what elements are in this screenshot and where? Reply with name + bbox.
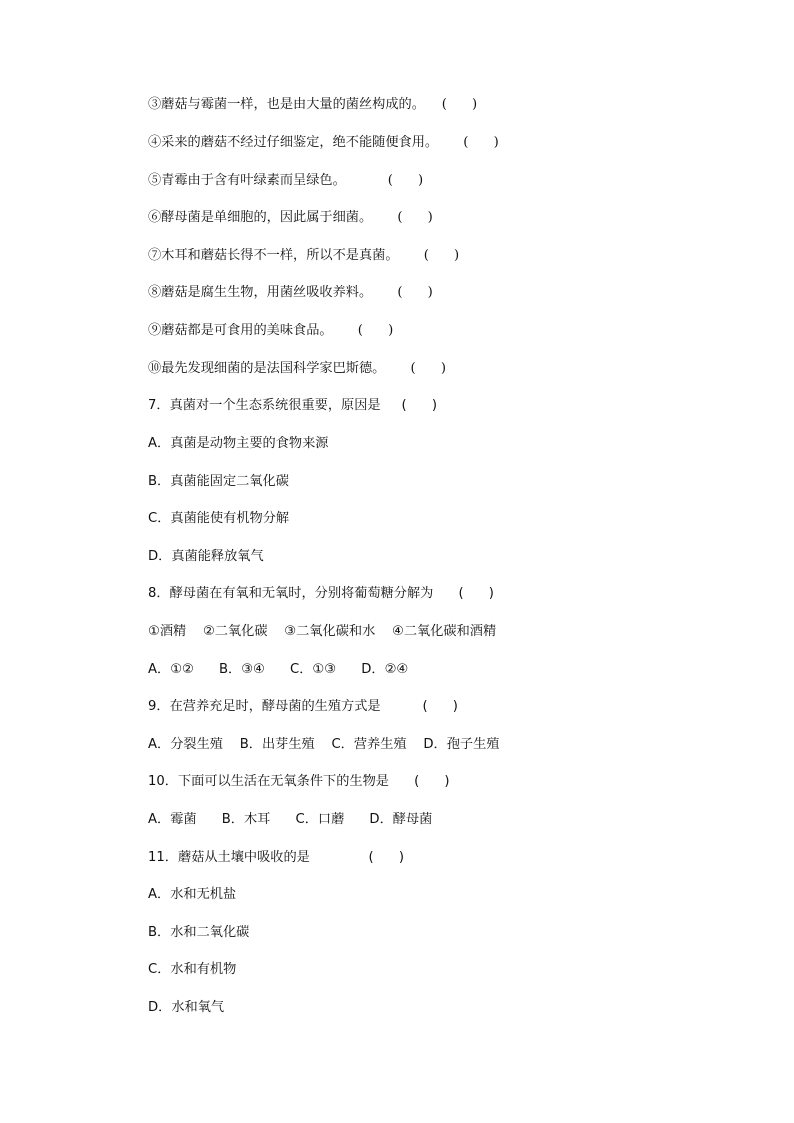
statement-5: ⑤青霉由于含有叶绿素而呈绿色。 ( ) [148,173,424,188]
question-7-option-d: D．真菌能释放氧气 [148,549,264,564]
question-11-option-a: A．水和无机盐 [148,887,237,902]
statement-9: ⑨蘑菇都是可食用的美味食品。 ( ) [148,323,394,338]
document-page [148,0,748,1123]
question-7-option-c: C．真菌能使有机物分解 [148,511,290,526]
statement-4: ④采来的蘑菇不经过仔细鉴定，绝不能随便食用。 ( ) [148,135,499,150]
statement-6: ⑥酵母菌是单细胞的，因此属于细菌。 ( ) [148,210,433,225]
question-11-option-d: D．水和氧气 [148,1000,225,1015]
statement-7: ⑦木耳和蘑菇长得不一样，所以不是真菌。 ( ) [148,248,460,263]
question-8-options: A．①② B．③④ C．①③ D．②④ [148,662,409,677]
statement-8: ⑧蘑菇是腐生生物，用菌丝吸收养料。 ( ) [148,285,433,300]
statement-3: ③蘑菇与霉菌一样，也是由大量的菌丝构成的。 ( ) [148,97,478,112]
question-11-stem: 11．蘑菇从土壤中吸收的是 ( ) [148,850,404,865]
question-10-options: A．霉菌 B．木耳 C．口蘑 D．酵母菌 [148,812,433,827]
question-9-options: A．分裂生殖 B．出芽生殖 C．营养生殖 D．孢子生殖 [148,737,500,752]
question-8-stem: 8．酵母菌在有氧和无氧时，分别将葡萄糖分解为 ( ) [148,586,494,601]
question-7-option-a: A．真菌是动物主要的食物来源 [148,436,329,451]
statement-10: ⑩最先发现细菌的是法国科学家巴斯德。 ( ) [148,361,446,376]
question-9-stem: 9．在营养充足时，酵母菌的生殖方式是 ( ) [148,699,458,714]
question-11-option-b: B．水和二氧化碳 [148,925,250,940]
question-10-stem: 10．下面可以生活在无氧条件下的生物是 ( ) [148,774,450,789]
question-11-option-c: C．水和有机物 [148,962,237,977]
question-8-items: ①酒精 ②二氧化碳 ③二氧化碳和水 ④二氧化碳和酒精 [148,624,497,639]
question-7-stem: 7．真菌对一个生态系统很重要，原因是 ( ) [148,398,437,413]
question-7-option-b: B．真菌能固定二氧化碳 [148,474,289,489]
